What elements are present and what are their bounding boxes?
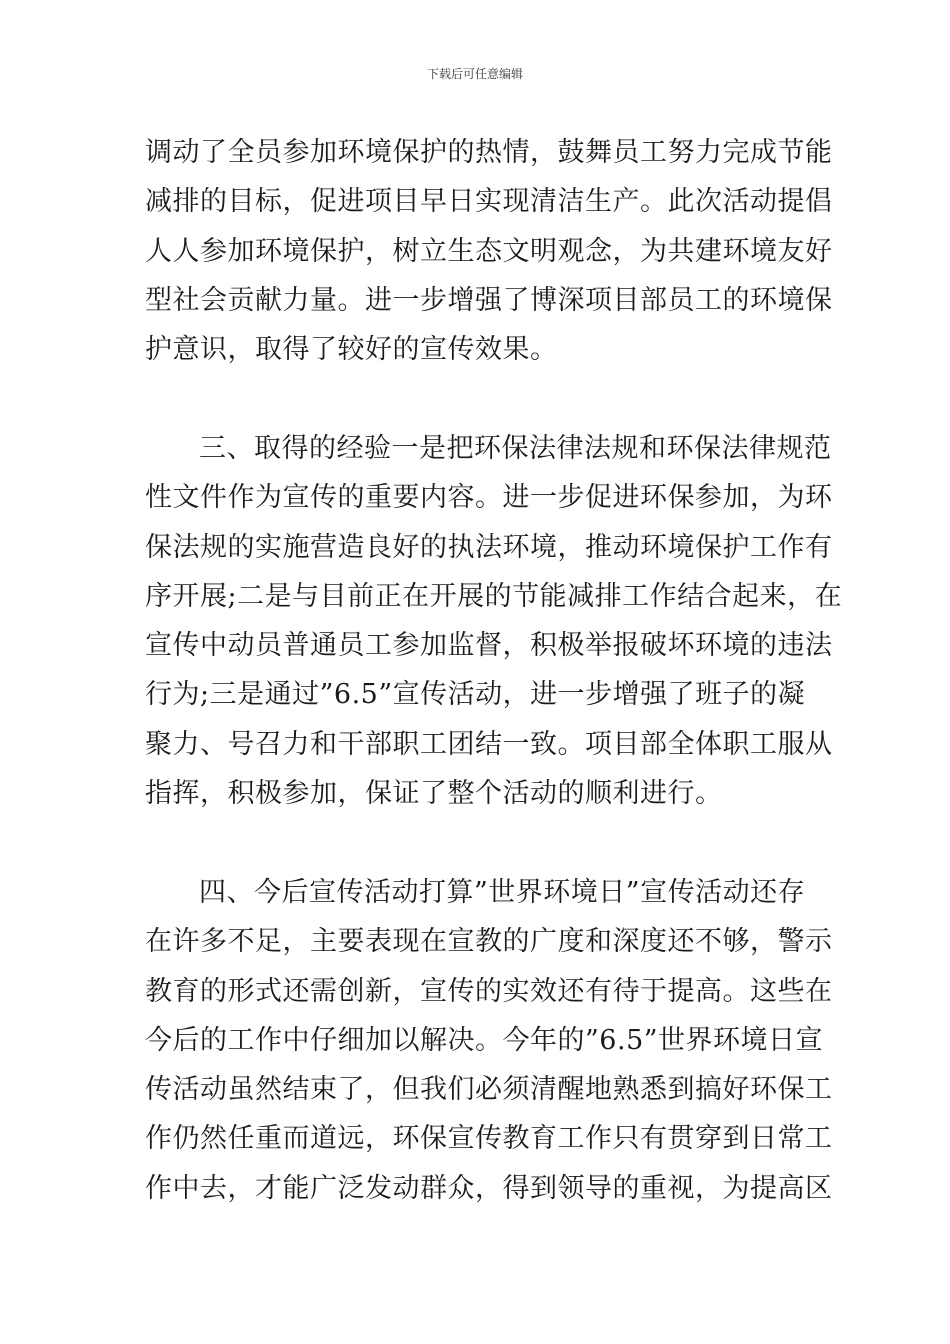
- paragraph-line: 保法规的实施营造良好的执法环境，推动环境保护工作有: [145, 531, 833, 563]
- paragraph-line: 宣传中动员普通员工参加监督，积极举报破坏环境的违法: [145, 630, 833, 662]
- paragraph-line: 作仍然任重而道远，环保宣传教育工作只有贯穿到日常工: [145, 1123, 833, 1155]
- paragraph-line: 传活动虽然结束了，但我们必须清醒地熟悉到搞好环保工: [145, 1074, 833, 1106]
- paragraph-1: [145, 128, 833, 374]
- paragraph-line: 性文件作为宣传的重要内容。进一步促进环保参加，为环: [145, 482, 833, 514]
- paragraph-line: 教育的形式还需创新，宣传的实效还有待于提高。这些在: [145, 975, 833, 1007]
- page-header: 下载后可任意编辑: [426, 67, 523, 81]
- paragraph-line: 四、今后宣传活动打算”世界环境日”宣传活动还存: [199, 877, 806, 908]
- paragraph-2: [145, 424, 843, 818]
- paragraph-line: 序开展;二是与目前正在开展的节能减排工作结合起来，在: [145, 580, 843, 612]
- paragraph-line: 型社会贡献力量。进一步增强了博深项目部员工的环境保: [145, 284, 833, 316]
- paragraph-line: 在许多不足，主要表现在宣教的广度和深度还不够，警示: [145, 926, 833, 958]
- paragraph-line: 行为;三是通过”6.5”宣传活动，进一步增强了班子的凝: [145, 679, 806, 711]
- paragraph-line: 指挥，积极参加，保证了整个活动的顺利进行。: [145, 778, 723, 810]
- paragraph-line: 人人参加环境保护，树立生态文明观念，为共建环境友好: [145, 235, 833, 267]
- paragraph-line: 今后的工作中仔细加以解决。今年的”6.5”世界环境日宣: [145, 1024, 824, 1056]
- paragraph-3: [145, 868, 833, 1213]
- paragraph-line: 作中去，才能广泛发动群众，得到领导的重视，为提高区: [145, 1172, 833, 1204]
- paragraph-line: 调动了全员参加环境保护的热情，鼓舞员工努力完成节能: [145, 137, 833, 168]
- paragraph-line: 护意识，取得了较好的宣传效果。: [145, 334, 558, 366]
- paragraph-line: 减排的目标，促进项目早日实现清洁生产。此次活动提倡: [145, 186, 833, 218]
- paragraph-line: 三、取得的经验一是把环保法律法规和环保法律规范: [199, 433, 832, 464]
- paragraph-line: 聚力、号召力和干部职工团结一致。项目部全体职工服从: [145, 728, 833, 760]
